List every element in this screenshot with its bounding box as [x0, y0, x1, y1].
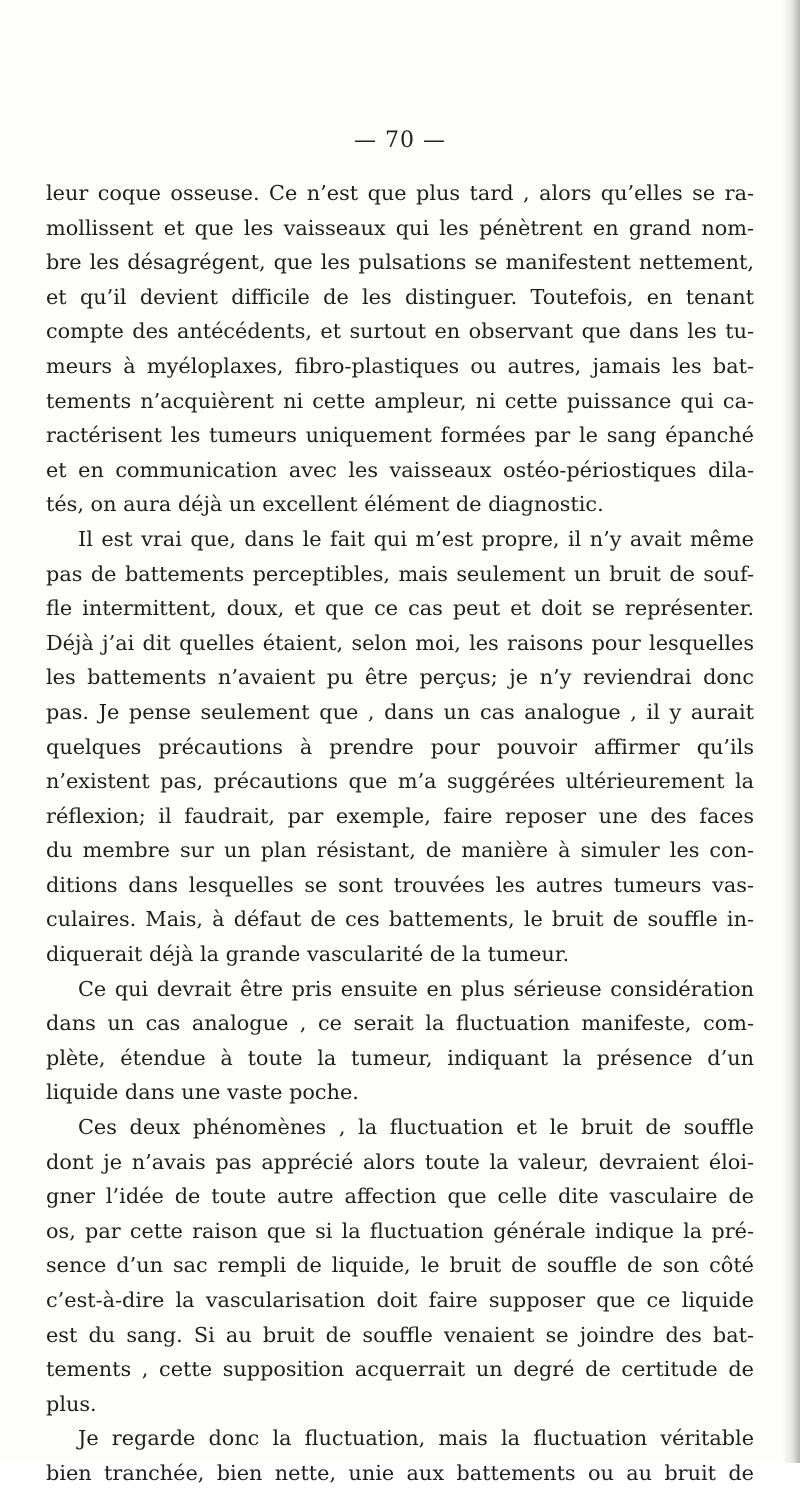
- text-line: tements , cette supposition acquerrait un degré de certitude de: [46, 1357, 754, 1382]
- text-line: leur coque osseuse. Ce n’est que plus tard , alors qu’elles se ra-: [46, 181, 754, 205]
- text-line: Ces deux phénomènes , la fluctuation et le bruit de souffle: [78, 1115, 754, 1140]
- page-edge-shadow: [782, 0, 800, 1463]
- text-line: et en communication avec les vaisseaux ostéo-périostiques dila-: [46, 457, 754, 482]
- text-line: quelques précautions à prendre pour pouvoir affirmer qu’ils: [46, 734, 754, 759]
- text-line: dont je n’avais pas apprécié alors toute la valeur, devraient éloi-: [46, 1149, 754, 1174]
- page-number: — 70 —: [354, 128, 446, 153]
- text-line: mollissent et que les vaisseaux qui les pénètrent en grand nom-: [46, 215, 754, 240]
- text-line: Il est vrai que, dans le fait qui m’est propre, il n’y avait même: [78, 526, 754, 551]
- text-line: bien tranchée, bien nette, unie aux battements ou au bruit de: [46, 1460, 754, 1485]
- text-line: plète, étendue à toute la tumeur, indiquant la présence d’un: [46, 1045, 754, 1070]
- text-line: pas de battements perceptibles, mais seulement un bruit de souf-: [46, 561, 754, 586]
- text-line: compte des antécédents, et surtout en observant que dans les tu-: [46, 319, 754, 344]
- text-line: tés, on aura déjà un excellent élément de diagnostic.: [46, 492, 604, 517]
- text-line: os, par cette raison que si la fluctuation générale indique la pré-: [46, 1218, 754, 1243]
- text-line: plus.: [46, 1391, 97, 1416]
- text-line: ractérisent les tumeurs uniquement formées par le sang épanché: [46, 423, 754, 448]
- text-line: sence d’un sac rempli de liquide, le bruit de souffle de son côté: [46, 1253, 754, 1278]
- text-line: liquide dans une vaste poche.: [46, 1080, 359, 1105]
- text-line: culaires. Mais, à défaut de ces battements, le bruit de souffle in-: [46, 907, 754, 932]
- text-line: Je regarde donc la fluctuation, mais la fluctuation véritable: [78, 1426, 754, 1451]
- text-line: est du sang. Si au bruit de souffle venaient se joindre des bat-: [46, 1322, 754, 1347]
- text-line: Ce qui devrait être pris ensuite en plus sérieuse considération: [78, 976, 754, 1001]
- text-line: meurs à myéloplaxes, fibro-plastiques ou autres, jamais les bat-: [46, 353, 754, 378]
- text-line: fle intermittent, doux, et que ce cas peut et doit se représenter.: [46, 596, 754, 621]
- text-line: diquerait déjà la grande vascularité de la tumeur.: [46, 942, 570, 967]
- text-line: gner l’idée de toute autre affection que celle dite vasculaire de: [46, 1184, 754, 1209]
- text-line: n’existent pas, précautions que m’a suggérées ultérieurement la: [46, 769, 754, 794]
- text-line: c’est-à-dire la vascularisation doit faire supposer que ce liquide: [46, 1288, 754, 1312]
- text-line: réflexion; il faudrait, par exemple, faire reposer une des faces: [46, 803, 754, 828]
- text-line: pas. Je pense seulement que , dans un cas analogue , il y aurait: [46, 699, 754, 724]
- text-line: Déjà j’ai dit quelles étaient, selon moi, les raisons pour lesquelles: [46, 630, 754, 655]
- text-line: dans un cas analogue , ce serait la fluctuation manifeste, com-: [46, 1011, 754, 1036]
- body-text: [46, 176, 754, 1491]
- text-line: ditions dans lesquelles se sont trouvées les autres tumeurs vas-: [46, 872, 754, 897]
- text-line: bre les désagrégent, que les pulsations se manifestent nettement,: [46, 250, 754, 275]
- text-line: les battements n’avaient pu être perçus; je n’y reviendrai donc: [46, 665, 754, 690]
- text-line: et qu’il devient difficile de les distinguer. Toutefois, en tenant: [46, 284, 754, 309]
- text-line: tements n’acquièrent ni cette ampleur, ni cette puissance qui ca-: [46, 388, 754, 413]
- text-line: du membre sur un plan résistant, de manière à simuler les con-: [46, 838, 754, 863]
